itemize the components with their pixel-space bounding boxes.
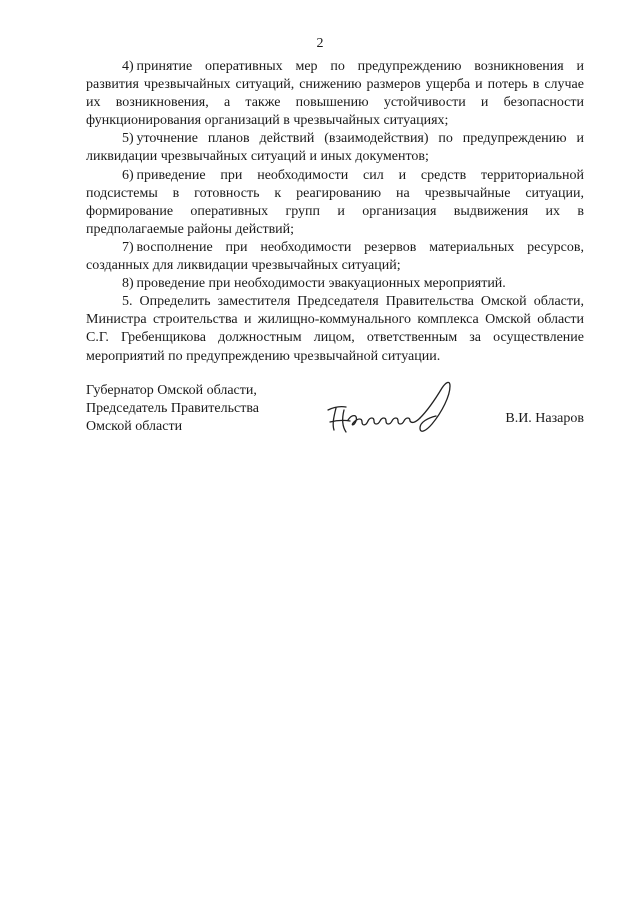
page-number: 2 xyxy=(316,36,324,51)
list-item-6: 6) приведение при необходимости сил и средств территориальной подсистемы в готовность к реагированию на чрезвычайные ситуации, формирование оперативных групп и организация выдвижения их в предполагаемые районы действий; xyxy=(86,167,584,237)
list-item-4: 4) принятие оперативных мер по предупреждению возникновения и развития чрезвычайных ситуаций, снижению размеров ущерба и потерь в случае их возникновения, а также повышению устойчивости и безопасности функционирования организаций в чрезвычайных ситуациях; xyxy=(86,59,584,129)
handwritten-signature xyxy=(324,374,474,444)
list-item-5: 5) уточнение планов действий (взаимодействия) по предупреждению и ликвидации чрезвычайных ситуаций и иных документов; xyxy=(86,131,584,165)
signer-title-line-1: Губернатор Омской области, xyxy=(86,383,257,398)
signer-title-line-3: Омской области xyxy=(86,419,183,434)
list-item-8: 8) проведение при необходимости эвакуационных мероприятий. xyxy=(122,276,506,292)
signature-block xyxy=(86,382,584,462)
document-body xyxy=(86,58,584,366)
signer-title xyxy=(86,382,259,436)
signer-name: В.И. Назаров xyxy=(505,411,584,426)
signer-title-line-2: Председатель Правительства xyxy=(86,401,259,416)
list-item-7: 7) восполнение при необходимости резервов материальных ресурсов, созданных для ликвидации чрезвычайных ситуаций; xyxy=(86,239,584,274)
clause-5: 5. Определить заместителя Председателя Правительства Омской области, Министра строительства и жилищно-коммунального комплекса Омской области С.Г. Гребенщикова должностным лицом, ответственным за осуществление мероприятий по предупреждению чрезвычайной ситуации. xyxy=(86,294,584,364)
